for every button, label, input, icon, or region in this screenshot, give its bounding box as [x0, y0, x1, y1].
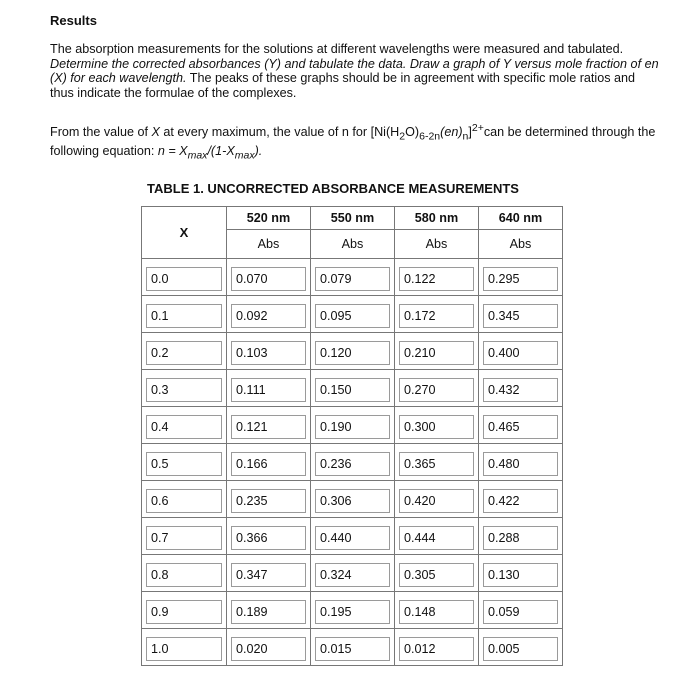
abs-value: 0.122	[399, 267, 474, 291]
para2-text-5: ]	[468, 125, 472, 140]
abs-header: Abs	[311, 230, 395, 259]
table-row	[142, 481, 563, 518]
equation-end: ).	[254, 144, 263, 159]
abs-value: 0.189	[231, 600, 306, 624]
abs-value: 0.422	[483, 489, 558, 513]
abs-cell	[479, 296, 563, 333]
abs-cell	[395, 333, 479, 370]
abs-value: 0.366	[231, 526, 306, 550]
abs-cell	[395, 592, 479, 629]
abs-value: 0.059	[483, 600, 558, 624]
abs-header: Abs	[479, 230, 563, 259]
abs-cell	[311, 518, 395, 555]
abs-header: Abs	[395, 230, 479, 259]
abs-cell	[227, 518, 311, 555]
para2-sup: 2+	[471, 122, 484, 134]
x-value: 0.9	[146, 600, 222, 624]
abs-cell	[311, 333, 395, 370]
abs-value: 0.306	[315, 489, 390, 513]
abs-value: 0.005	[483, 637, 558, 661]
abs-cell	[479, 518, 563, 555]
abs-cell	[227, 259, 311, 296]
abs-cell	[311, 407, 395, 444]
results-paragraph-1	[50, 42, 662, 100]
x-value: 0.4	[146, 415, 222, 439]
equation	[157, 144, 263, 162]
x-cell	[142, 296, 227, 333]
x-cell	[142, 555, 227, 592]
abs-header: Abs	[227, 230, 311, 259]
abs-value: 0.190	[315, 415, 390, 439]
para1-text-1: The absorption measurements for the solutions at different wavelengths were measured and tabulated.	[50, 42, 624, 56]
table-row	[142, 407, 563, 444]
abs-cell	[395, 518, 479, 555]
abs-cell	[479, 629, 563, 666]
abs-value: 0.288	[483, 526, 558, 550]
abs-value: 0.465	[483, 415, 558, 439]
x-column-header: X	[142, 207, 227, 259]
equation-mid: /(1-X	[207, 144, 235, 159]
results-paragraph-2	[50, 121, 662, 163]
abs-cell	[395, 444, 479, 481]
abs-value: 0.432	[483, 378, 558, 402]
abs-cell	[395, 296, 479, 333]
x-cell	[142, 407, 227, 444]
abs-value: 0.420	[399, 489, 474, 513]
para2-x: X	[151, 125, 160, 140]
abs-cell	[311, 481, 395, 518]
abs-value: 0.347	[231, 563, 306, 587]
para2-en: (en)	[440, 125, 463, 140]
x-cell	[142, 629, 227, 666]
abs-cell	[479, 444, 563, 481]
abs-value: 0.148	[399, 600, 474, 624]
abs-value: 0.300	[399, 415, 474, 439]
abs-cell	[311, 555, 395, 592]
table-row	[142, 444, 563, 481]
abs-cell	[479, 555, 563, 592]
abs-value: 0.070	[231, 267, 306, 291]
x-cell	[142, 444, 227, 481]
para2-text-3: O)	[405, 125, 420, 140]
abs-cell	[311, 629, 395, 666]
abs-cell	[395, 481, 479, 518]
table-row	[142, 592, 563, 629]
wavelength-header: 520 nm	[227, 207, 311, 230]
abs-cell	[227, 444, 311, 481]
abs-cell	[311, 592, 395, 629]
x-value: 1.0	[146, 637, 222, 661]
abs-cell	[227, 333, 311, 370]
para2-text-1: From the value of	[50, 125, 152, 140]
abs-value: 0.166	[231, 452, 306, 476]
x-value: 0.6	[146, 489, 222, 513]
abs-value: 0.150	[315, 378, 390, 402]
abs-value: 0.295	[483, 267, 558, 291]
abs-value: 0.305	[399, 563, 474, 587]
wavelength-header: 640 nm	[479, 207, 563, 230]
abs-value: 0.236	[315, 452, 390, 476]
abs-value: 0.270	[399, 378, 474, 402]
abs-cell	[479, 407, 563, 444]
abs-cell	[311, 444, 395, 481]
abs-cell	[227, 407, 311, 444]
abs-value: 0.480	[483, 452, 558, 476]
abs-cell	[227, 481, 311, 518]
abs-value: 0.130	[483, 563, 558, 587]
abs-value: 0.440	[315, 526, 390, 550]
abs-cell	[227, 592, 311, 629]
x-cell	[142, 333, 227, 370]
x-cell	[142, 518, 227, 555]
wavelength-header-row	[142, 207, 563, 230]
abs-cell	[479, 592, 563, 629]
abs-cell	[227, 296, 311, 333]
abs-cell	[395, 370, 479, 407]
abs-value: 0.079	[315, 267, 390, 291]
abs-cell	[395, 629, 479, 666]
table-row	[142, 333, 563, 370]
table-row	[142, 259, 563, 296]
abs-cell	[479, 481, 563, 518]
x-value: 0.0	[146, 267, 222, 291]
abs-value: 0.015	[315, 637, 390, 661]
table-row	[142, 629, 563, 666]
table-body	[142, 259, 563, 666]
para1-instruction: Determine the corrected absorbances (Y) and tabulate the data. Draw a graph of Y versus mole fraction of en (X) for each wavelength.	[50, 56, 659, 86]
abs-cell	[227, 370, 311, 407]
abs-value: 0.324	[315, 563, 390, 587]
abs-value: 0.235	[231, 489, 306, 513]
abs-cell	[311, 370, 395, 407]
results-heading: Results	[50, 13, 97, 28]
para2-text-6: can be determined through the following equation:	[50, 125, 656, 159]
abs-value: 0.365	[399, 452, 474, 476]
abs-cell	[311, 296, 395, 333]
x-value: 0.1	[146, 304, 222, 328]
x-value: 0.8	[146, 563, 222, 587]
abs-cell	[227, 555, 311, 592]
para2-sub-1: 2	[399, 130, 406, 143]
abs-value: 0.012	[399, 637, 474, 661]
absorbance-table	[141, 206, 563, 666]
table-title: TABLE 1. UNCORRECTED ABSORBANCE MEASUREMENTS	[147, 181, 519, 196]
para2-text-2: at every maximum, the value of n for [Ni(H	[159, 125, 400, 140]
abs-cell	[395, 555, 479, 592]
abs-value: 0.210	[399, 341, 474, 365]
wavelength-header: 550 nm	[311, 207, 395, 230]
abs-value: 0.111	[231, 378, 306, 402]
x-cell	[142, 259, 227, 296]
x-value: 0.2	[146, 341, 222, 365]
x-cell	[142, 481, 227, 518]
abs-cell	[479, 333, 563, 370]
table-row	[142, 518, 563, 555]
abs-cell	[395, 259, 479, 296]
abs-cell	[227, 629, 311, 666]
table-row	[142, 296, 563, 333]
para2-sub-3: n	[462, 130, 469, 143]
abs-cell	[395, 407, 479, 444]
para2-sub-2: 6-2n	[419, 130, 441, 143]
equation-sub-1: max	[187, 149, 208, 162]
x-cell	[142, 592, 227, 629]
abs-cell	[479, 259, 563, 296]
abs-value: 0.195	[315, 600, 390, 624]
abs-value: 0.103	[231, 341, 306, 365]
abs-cell	[479, 370, 563, 407]
para1-text-3: The peaks of these graphs should be in agreement with specific mole ratios and thus indicate the formulae of the complexes.	[50, 71, 636, 100]
abs-cell	[311, 259, 395, 296]
abs-value: 0.345	[483, 304, 558, 328]
wavelength-header: 580 nm	[395, 207, 479, 230]
abs-value: 0.444	[399, 526, 474, 550]
x-value: 0.3	[146, 378, 222, 402]
x-cell	[142, 370, 227, 407]
table-row	[142, 370, 563, 407]
abs-value: 0.095	[315, 304, 390, 328]
table-row	[142, 555, 563, 592]
abs-value: 0.172	[399, 304, 474, 328]
x-value: 0.5	[146, 452, 222, 476]
abs-value: 0.092	[231, 304, 306, 328]
abs-value: 0.400	[483, 341, 558, 365]
abs-value: 0.020	[231, 637, 306, 661]
abs-value: 0.120	[315, 341, 390, 365]
equation-sub-2: max	[234, 149, 255, 162]
abs-value: 0.121	[231, 415, 306, 439]
equation-n: n = X	[157, 144, 188, 159]
x-value: 0.7	[146, 526, 222, 550]
